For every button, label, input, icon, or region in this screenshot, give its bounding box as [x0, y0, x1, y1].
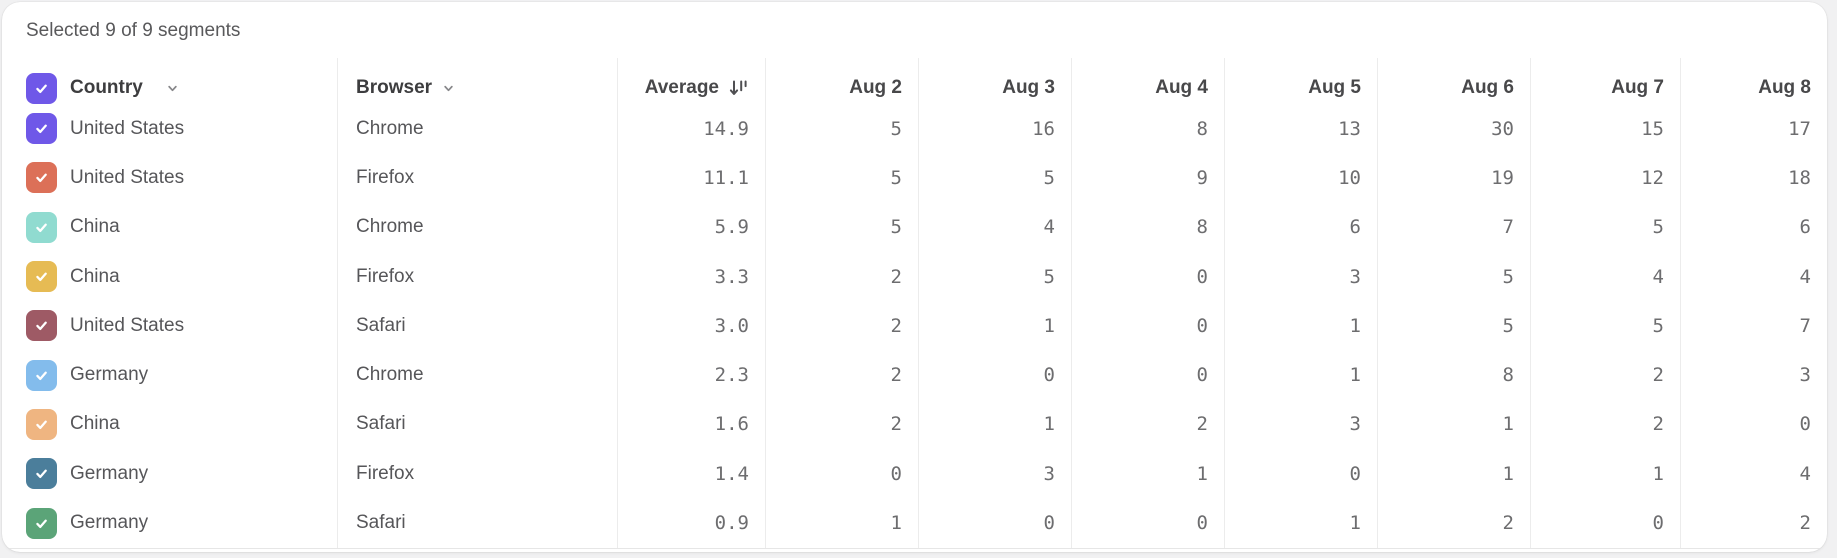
value-aug-6: 19 — [1377, 153, 1530, 202]
value-aug-6: 30 — [1377, 104, 1530, 153]
value-aug-5: 6 — [1224, 203, 1377, 252]
browser-header-label: Browser — [356, 77, 433, 98]
column-header-country[interactable] — [2, 58, 337, 104]
average-value: 1.4 — [617, 449, 765, 498]
value-aug-5: 0 — [1224, 449, 1377, 498]
country-value: China — [70, 216, 120, 238]
value-aug-6: 8 — [1377, 350, 1530, 399]
row-checkbox[interactable] — [26, 113, 57, 144]
value-aug-7: 1 — [1530, 449, 1680, 498]
value-aug-8: 4 — [1680, 449, 1827, 498]
country-header-label: Country — [70, 77, 143, 98]
table-row — [2, 498, 1827, 547]
check-icon — [33, 169, 50, 186]
value-aug-5: 3 — [1224, 252, 1377, 301]
value-aug-6: 5 — [1377, 301, 1530, 350]
value-aug-8: 2 — [1680, 498, 1827, 547]
check-icon — [33, 317, 50, 334]
column-header-aug-8[interactable]: Aug 8 — [1680, 58, 1827, 104]
chevron-down-icon — [165, 81, 180, 96]
value-aug-7: 5 — [1530, 203, 1680, 252]
average-value: 3.0 — [617, 301, 765, 350]
table-row — [2, 252, 1827, 301]
browser-value: Safari — [337, 498, 617, 547]
value-aug-6: 1 — [1377, 449, 1530, 498]
row-checkbox[interactable] — [26, 409, 57, 440]
country-cell — [2, 104, 337, 153]
table-body — [2, 104, 1827, 548]
value-aug-8: 3 — [1680, 350, 1827, 399]
value-aug-5: 1 — [1224, 498, 1377, 547]
chevron-down-icon — [441, 81, 456, 96]
value-aug-7: 15 — [1530, 104, 1680, 153]
value-aug-7: 4 — [1530, 252, 1680, 301]
value-aug-4: 0 — [1071, 252, 1224, 301]
value-aug-2: 2 — [765, 350, 918, 399]
segments-table — [2, 58, 1827, 549]
value-aug-3: 3 — [918, 449, 1071, 498]
value-aug-3: 1 — [918, 301, 1071, 350]
table-row — [2, 449, 1827, 498]
value-aug-2: 5 — [765, 153, 918, 202]
country-value: Germany — [70, 512, 149, 534]
value-aug-7: 5 — [1530, 301, 1680, 350]
average-value: 1.6 — [617, 400, 765, 449]
value-aug-2: 0 — [765, 449, 918, 498]
country-value: China — [70, 265, 120, 287]
table-row — [2, 153, 1827, 202]
value-aug-4: 8 — [1071, 104, 1224, 153]
country-value: United States — [70, 117, 185, 139]
column-header-aug-2[interactable]: Aug 2 — [765, 58, 918, 104]
value-aug-4: 8 — [1071, 203, 1224, 252]
row-checkbox[interactable] — [26, 162, 57, 193]
average-value: 14.9 — [617, 104, 765, 153]
browser-value: Firefox — [337, 153, 617, 202]
value-aug-4: 0 — [1071, 498, 1224, 547]
value-aug-2: 5 — [765, 203, 918, 252]
browser-value: Chrome — [337, 203, 617, 252]
row-checkbox[interactable] — [26, 310, 57, 341]
average-value: 5.9 — [617, 203, 765, 252]
country-cell — [2, 350, 337, 399]
column-header-aug-5[interactable]: Aug 5 — [1224, 58, 1377, 104]
value-aug-7: 2 — [1530, 350, 1680, 399]
value-aug-6: 2 — [1377, 498, 1530, 547]
segments-card — [2, 2, 1827, 552]
value-aug-8: 18 — [1680, 153, 1827, 202]
row-checkbox[interactable] — [26, 458, 57, 489]
country-cell — [2, 153, 337, 202]
country-cell — [2, 449, 337, 498]
value-aug-5: 1 — [1224, 350, 1377, 399]
value-aug-4: 0 — [1071, 350, 1224, 399]
value-aug-6: 5 — [1377, 252, 1530, 301]
value-aug-8: 7 — [1680, 301, 1827, 350]
column-header-average[interactable] — [617, 58, 765, 104]
value-aug-4: 1 — [1071, 449, 1224, 498]
country-value: China — [70, 413, 120, 435]
value-aug-3: 1 — [918, 400, 1071, 449]
value-aug-2: 1 — [765, 498, 918, 547]
value-aug-3: 0 — [918, 498, 1071, 547]
check-icon — [33, 120, 50, 137]
table-row — [2, 350, 1827, 399]
value-aug-7: 12 — [1530, 153, 1680, 202]
value-aug-3: 0 — [918, 350, 1071, 399]
average-header-label: Average — [644, 77, 719, 98]
value-aug-3: 5 — [918, 153, 1071, 202]
country-value: United States — [70, 314, 185, 336]
value-aug-6: 1 — [1377, 400, 1530, 449]
browser-value: Chrome — [337, 104, 617, 153]
check-icon — [33, 515, 50, 532]
column-header-browser[interactable] — [337, 58, 617, 104]
value-aug-3: 16 — [918, 104, 1071, 153]
value-aug-4: 2 — [1071, 400, 1224, 449]
check-icon — [33, 219, 50, 236]
average-value: 11.1 — [617, 153, 765, 202]
column-header-aug-6[interactable]: Aug 6 — [1377, 58, 1530, 104]
value-aug-3: 5 — [918, 252, 1071, 301]
table-row — [2, 400, 1827, 449]
value-aug-4: 9 — [1071, 153, 1224, 202]
value-aug-4: 0 — [1071, 301, 1224, 350]
browser-value: Chrome — [337, 350, 617, 399]
value-aug-8: 17 — [1680, 104, 1827, 153]
value-aug-6: 7 — [1377, 203, 1530, 252]
value-aug-2: 2 — [765, 252, 918, 301]
value-aug-7: 2 — [1530, 400, 1680, 449]
column-header-aug-7[interactable]: Aug 7 — [1530, 58, 1680, 104]
value-aug-8: 4 — [1680, 252, 1827, 301]
value-aug-5: 13 — [1224, 104, 1377, 153]
value-aug-7: 0 — [1530, 498, 1680, 547]
table-row — [2, 203, 1827, 252]
table-row — [2, 301, 1827, 350]
average-value: 2.3 — [617, 350, 765, 399]
selection-status-text: Selected 9 of 9 segments — [26, 20, 241, 41]
column-header-aug-3[interactable]: Aug 3 — [918, 58, 1071, 104]
browser-value: Firefox — [337, 449, 617, 498]
row-checkbox[interactable] — [26, 261, 57, 292]
value-aug-2: 5 — [765, 104, 918, 153]
table-row — [2, 104, 1827, 153]
value-aug-3: 4 — [918, 203, 1071, 252]
select-all-checkbox[interactable] — [26, 73, 57, 104]
value-aug-2: 2 — [765, 301, 918, 350]
value-aug-5: 3 — [1224, 400, 1377, 449]
country-cell — [2, 252, 337, 301]
check-icon — [33, 268, 50, 285]
value-aug-8: 0 — [1680, 400, 1827, 449]
country-value: Germany — [70, 462, 149, 484]
country-cell — [2, 203, 337, 252]
row-checkbox[interactable] — [26, 212, 57, 243]
average-value: 0.9 — [617, 498, 765, 547]
row-checkbox[interactable] — [26, 508, 57, 539]
check-icon — [33, 80, 50, 97]
value-aug-5: 1 — [1224, 301, 1377, 350]
country-value: Germany — [70, 364, 149, 386]
value-aug-2: 2 — [765, 400, 918, 449]
column-header-aug-4[interactable]: Aug 4 — [1071, 58, 1224, 104]
check-icon — [33, 416, 50, 433]
country-cell — [2, 498, 337, 547]
row-checkbox[interactable] — [26, 360, 57, 391]
country-cell — [2, 400, 337, 449]
table-header-row — [2, 58, 1827, 104]
average-value: 3.3 — [617, 252, 765, 301]
browser-value: Firefox — [337, 252, 617, 301]
country-value: United States — [70, 166, 185, 188]
country-cell — [2, 301, 337, 350]
browser-value: Safari — [337, 301, 617, 350]
check-icon — [33, 367, 50, 384]
value-aug-8: 6 — [1680, 203, 1827, 252]
sort-descending-icon[interactable] — [728, 78, 749, 99]
check-icon — [33, 465, 50, 482]
value-aug-5: 10 — [1224, 153, 1377, 202]
browser-value: Safari — [337, 400, 617, 449]
